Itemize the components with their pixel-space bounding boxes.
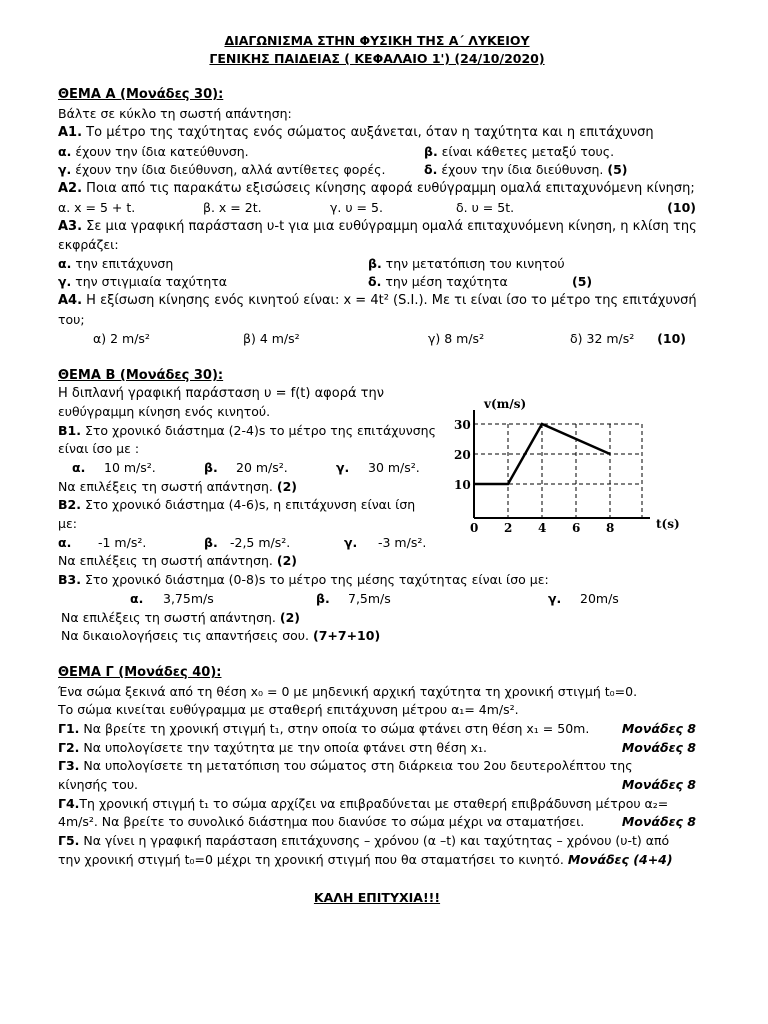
c3-question-line-2: κίνησής του. Μονάδες 8: [58, 777, 696, 792]
b3-question: Β3. Στο χρονικό διάστημα (0-8)s το μέτρο της μέσης ταχύτητας είναι ίσο με:: [58, 572, 549, 587]
theme-a-heading: ΘΕΜΑ Α (Μονάδες 30):: [58, 87, 224, 102]
b3-options: α. 3,75m/s β. 7,5m/s γ. 20m/s: [130, 591, 619, 606]
y-tick-30: 30: [454, 418, 471, 432]
graph-grid: [474, 424, 642, 518]
x-tick-6: 6: [572, 521, 581, 535]
a4-question-line-2: του;: [58, 312, 85, 327]
theme-a-instruction: Βάλτε σε κύκλο τη σωστή απάντηση:: [58, 106, 292, 121]
c5-question-line-1: Γ5. Να γίνει η γραφική παράσταση επιτάχυνσης – χρόνου (α –t) και ταχύτητας – χρόνου (υ-t) από: [58, 833, 670, 848]
b1-question-line-1: Β1. Στο χρονικό διάστημα (2-4)s το μέτρο της επιτάχυνσης: [58, 423, 436, 438]
a3-options-row-1: α. την επιτάχυνση β. την μετατόπιση του κινητού: [58, 256, 565, 271]
a2-question: Α2. Ποια από τις παρακάτω εξισώσεις κίνησης αφορά ευθύγραμμη ομαλά επιταχυνόμενη κίνηση;: [58, 181, 695, 196]
y-tick-10: 10: [454, 478, 471, 492]
a3-options-row-2: γ. την στιγμιαία ταχύτητα δ. την μέση ταχύτητα (5): [58, 274, 593, 289]
b3-justify: Να δικαιολογήσεις τις απαντήσεις σου. (7+7+10): [61, 628, 381, 643]
b2-question-line-2: με:: [58, 516, 77, 531]
theme-b-heading: ΘΕΜΑ Β (Μονάδες 30):: [58, 368, 224, 383]
c2-question: Γ2. Να υπολογίσετε την ταχύτητα με την οποία φτάνει στη θέση x₁. Μονάδες 8: [58, 740, 696, 755]
b1-choose: Να επιλέξεις τη σωστή απάντηση. (2): [58, 479, 298, 494]
c1-question: Γ1. Να βρείτε τη χρονική στιγμή t₁, στην οποία το σώμα φτάνει στη θέση x₁ = 50m. Μονάδες 8: [58, 721, 696, 736]
b2-choose: Να επιλέξεις τη σωστή απάντηση. (2): [58, 553, 298, 568]
b3-choose: Να επιλέξεις τη σωστή απάντηση. (2): [61, 610, 301, 625]
a3-question-line-2: εκφράζει:: [58, 237, 119, 252]
good-luck: ΚΑΛΗ ΕΠΙΤΥΧΙΑ!!!: [313, 890, 441, 905]
b2-question-line-1: Β2. Στο χρονικό διάστημα (4-6)s, η επιτάχυνση είναι ίση: [58, 497, 416, 512]
theme-b-intro-2: ευθύγραμμη κίνηση ενός κινητού.: [58, 404, 271, 419]
x-tick-0: 0: [470, 521, 479, 535]
y-axis-label: v(m/s): [484, 397, 527, 411]
b2-options: α. -1 m/s². β. -2,5 m/s². γ. -3 m/s².: [58, 535, 427, 550]
theme-c-heading: ΘΕΜΑ Γ (Μονάδες 40):: [58, 665, 222, 680]
theme-b-intro-1: Η διπλανή γραφική παράσταση υ = f(t) αφορά την: [58, 386, 384, 401]
c4-question-line-1: Γ4.Τη χρονική στιγμή t₁ το σώμα αρχίζει να επιβραδύνεται με σταθερή επιβράδυνση μέτρου α₂=: [58, 796, 669, 811]
a2-options: α. x = 5 + t. β. x = 2t. γ. υ = 5. δ. υ = 5t. (10): [58, 200, 696, 215]
y-tick-20: 20: [454, 448, 471, 462]
a4-options: α) 2 m/s² β) 4 m/s² γ) 8 m/s² δ) 32 m/s² (10): [93, 331, 686, 346]
theme-c-intro-2: Το σώμα κινείται ευθύγραμμα με σταθερή επιτάχυνση μέτρου α₁= 4m/s².: [58, 702, 519, 717]
x-tick-4: 4: [538, 521, 547, 535]
c3-question-line-1: Γ3. Να υπολογίσετε τη μετατόπιση του σώματος στη διάρκεια του 2ου δευτερολέπτου της: [58, 758, 633, 773]
b1-options: α. 10 m/s². β. 20 m/s². γ. 30 m/s².: [72, 460, 420, 475]
a1-options-row-1: α. έχουν την ίδια κατεύθυνση. β. είναι κάθετες μεταξύ τους.: [58, 144, 615, 159]
velocity-time-graph: [450, 390, 690, 540]
x-axis-label: t(s): [656, 517, 680, 531]
x-tick-2: 2: [504, 521, 513, 535]
theme-c-intro-1: Ένα σώμα ξεκινά από τη θέση x₀ = 0 με μηδενική αρχική ταχύτητα τη χρονική στιγμή t₀=0.: [58, 684, 638, 699]
x-tick-8: 8: [606, 521, 615, 535]
title-line-2: ΓΕΝΙΚΗΣ ΠΑΙΔΕΙΑΣ ( ΚΕΦΑΛΑΙΟ 1') (24/10/2020): [209, 51, 545, 66]
c5-question-line-2: την χρονική στιγμή t₀=0 μέχρι τη χρονική στιγμή που θα σταματήσει το κινητό. Μονάδες (4+4): [58, 852, 673, 867]
a4-question-line-1: Α4. Η εξίσωση κίνησης ενός κινητού είναι: x = 4t² (S.I.). Με τι είναι ίσο το μέτρο της επιτάχυνσή: [58, 293, 697, 308]
a1-options-row-2: γ. έχουν την ίδια διεύθυνση, αλλά αντίθετες φορές. δ. έχουν την ίδια διεύθυνση. (5): [58, 162, 628, 177]
b1-question-line-2: είναι ίσο με :: [58, 441, 140, 456]
c4-question-line-2: 4m/s². Να βρείτε το συνολικό διάστημα που διανύσε το σώμα μέχρι να σταματήσει. Μονάδες 8: [58, 814, 696, 829]
title-line-1: ΔΙΑΓΩΝΙΣΜΑ ΣΤΗΝ ΦΥΣΙΚΗ ΤΗΣ Α΄ ΛΥΚΕΙΟΥ: [224, 33, 530, 48]
a1-question: Α1. Το μέτρο της ταχύτητας ενός σώματος αυξάνεται, όταν η ταχύτητα και η επιτάχυνση: [58, 125, 654, 140]
a3-question-line-1: Α3. Σε μια γραφική παράσταση υ-t για μια ευθύγραμμη ομαλά επιταχυνόμενη κίνηση, η κλίση της: [58, 219, 697, 234]
